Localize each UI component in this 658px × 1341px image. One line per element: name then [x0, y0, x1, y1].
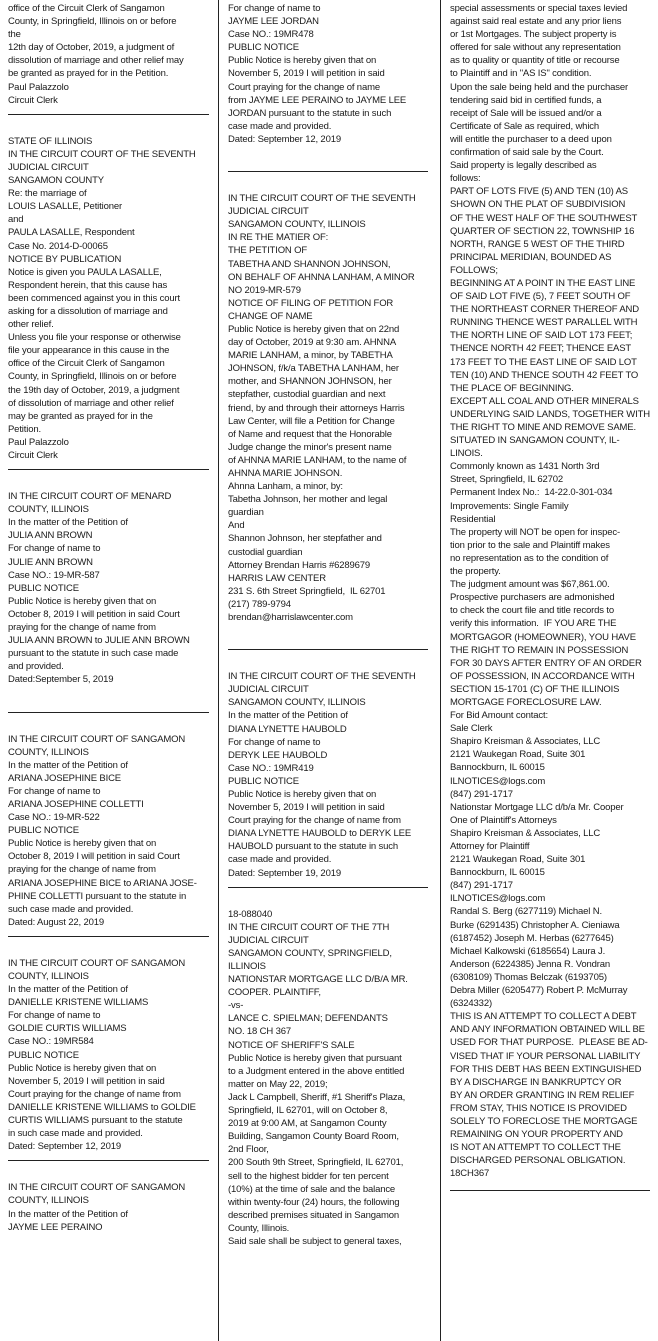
notice-line: Michael Kalkowski (6185654) Laura J. — [450, 945, 606, 957]
notice-line: AHNNA MARIE JOHNSON. — [228, 468, 343, 479]
notice-line: verify this information. IF YOU ARE THE — [450, 618, 617, 630]
notice-line: Dated: August 22, 2019 — [8, 916, 105, 928]
notice-line: Re: the marriage of — [8, 188, 87, 200]
notice-line: Circuit Clerk — [8, 450, 58, 461]
notice-line: Attorney Brendan Harris #6289679 — [228, 559, 371, 571]
notice-line: the 19th day of October, 2019, a judgment — [8, 384, 180, 396]
notice-line: SANGAMON COUNTY — [8, 175, 104, 187]
notice-line: NO. 18 CH 367 — [228, 1026, 291, 1038]
notice-line: DERYK LEE HAUBOLD — [228, 749, 328, 761]
notice-line: Case NO.: 19MR419 — [228, 762, 314, 774]
notice-line: of dissolution of marriage and other relief — [8, 397, 174, 409]
notice-line: County, Illinois. — [228, 1222, 290, 1234]
notice-line: Judge change the minor's present name — [228, 441, 392, 453]
notice-line: (847) 291-1717 — [450, 788, 513, 800]
notice-line: In the matter of the Petition of — [8, 517, 128, 529]
notice-line: Case No. 2014-D-00065 — [8, 240, 108, 252]
notice-line: USED FOR THAT PURPOSE. PLEASE BE AD- — [450, 1037, 648, 1049]
notice-divider — [8, 469, 209, 470]
notice-line: IN THE CIRCUIT COURT OF THE 7TH — [228, 921, 390, 933]
notice-line: IN THE CIRCUIT COURT OF THE SEVENTH — [228, 193, 416, 205]
notice-line: Attorney for Plaintiff — [450, 841, 530, 852]
notice-line: DIANA LYNETTE HAUBOLD — [228, 723, 347, 735]
notice-line: (847) 291-1717 — [450, 880, 513, 892]
notice-line: IS NOT AN ATTEMPT TO COLLECT THE — [450, 1142, 621, 1154]
notice-line: For change of name to — [8, 1010, 101, 1022]
notice-line: Bannockburn, IL 60015 — [450, 762, 545, 774]
notice-line: tion prior to the sale and Plaintiff makes — [450, 539, 610, 551]
notice-line: COUNTY, ILLINOIS — [8, 504, 89, 516]
notice-line: NOTICE BY PUBLICATION — [8, 253, 122, 265]
notice-line: JOHNSON, f/k/a TABETHA LANHAM, her — [228, 363, 399, 375]
notice-line: Paul Palazzolo — [8, 436, 69, 448]
notice-line: In the matter of the Petition of — [228, 710, 348, 722]
notice-line: Case NO.: 19-MR-587 — [8, 569, 100, 581]
notice-line: IN RE THE MATIER OF: — [228, 232, 329, 244]
notice-line: Commonly known as 1431 North 3rd — [450, 461, 600, 473]
notice-line: THIS IS AN ATTEMPT TO COLLECT A DEBT — [450, 1011, 637, 1023]
notice-line: praying for the change of name from — [8, 622, 156, 634]
notice-line: THE NORTH LINE OF SAID LOT 173 FEET; — [450, 330, 633, 342]
notice-line: Respondent herein, that this cause has — [8, 279, 168, 291]
notice-line: IN THE CIRCUIT COURT OF THE SEVENTH — [8, 148, 196, 160]
notice-line: SECTION 15-1701 (C) OF THE ILLINOIS — [450, 683, 620, 695]
notice-line: SANGAMON COUNTY, SPRINGFIELD, — [228, 947, 392, 959]
notice-line: Shapiro Kreisman & Associates, LLC — [450, 736, 601, 748]
notice-line: JAYME LEE PERAINO — [8, 1221, 103, 1233]
notice-line: follows: — [450, 173, 481, 185]
notice-line: the — [8, 29, 21, 41]
notice — [8, 2, 209, 107]
notice-line: Upon the sale being held and the purchaser — [450, 81, 629, 93]
notice-line: Permanent Index No.: 14-22.0-301-034 — [450, 487, 613, 499]
notice-line: Certificate of Sale as required, which — [450, 120, 600, 132]
notice — [8, 957, 209, 1153]
notice-line: Dated: September 12, 2019 — [8, 1141, 121, 1153]
notice-divider — [8, 712, 209, 713]
notice — [228, 670, 428, 880]
notice-line: Public Notice is hereby given that on — [8, 595, 157, 607]
notice-line: MARIE LANHAM, a minor, by TABETHA — [228, 350, 393, 362]
notice — [228, 908, 428, 1248]
notice-line: Shannon Johnson, her stepfather and — [228, 533, 382, 545]
notice-line: Public Notice is hereby given that on — [8, 838, 157, 850]
notice-line: be granted as prayed for in the Petition. — [8, 68, 169, 80]
notice-line: BY AN ORDER GRANTING IN REM RELIEF — [450, 1089, 635, 1101]
notice-line: October 8, 2019 I will petition in said Court — [8, 608, 180, 620]
notice-line: 173 FEET TO THE EAST LINE OF SAID LOT — [450, 356, 637, 368]
notice-line: to check the court file and title records to — [450, 605, 614, 617]
notice-line: FOR 30 DAYS AFTER ENTRY OF AN ORDER — [450, 657, 642, 669]
notice-line: JORDAN pursuant to the statute in such — [228, 107, 392, 119]
notice-line: EXCEPT ALL COAL AND OTHER MINERALS — [450, 395, 639, 407]
notice-line: In the matter of the Petition of — [8, 759, 128, 771]
notice-line: stepfather, custodial guardian and next — [228, 389, 386, 401]
notice-line: mother, and SHANNON JOHNSON, her — [228, 376, 392, 388]
notice-line: November 5, 2019 I will petition in said — [228, 68, 385, 80]
notice-line: 12th day of October, 2019, a judgment of — [8, 42, 175, 54]
notice-line: Circuit Clerk — [8, 94, 58, 106]
notice-line: And — [228, 520, 245, 532]
notice-line: DANIELLE KRISTENE WILLIAMS to GOLDIE — [8, 1101, 196, 1113]
notice-line: SOLELY TO FORECLOSE THE MORTGAGE — [450, 1115, 638, 1127]
notice-line: SHOWN ON THE PLAT OF SUBDIVISION — [450, 199, 626, 211]
notice-line: Public Notice is hereby given that on — [8, 1062, 157, 1074]
notice-line: TABETHA AND SHANNON JOHNSON, — [228, 258, 391, 270]
notice-line: IN THE CIRCUIT COURT OF SANGAMON — [8, 1182, 186, 1194]
notice-line: LOUIS LASALLE, Petitioner — [8, 201, 123, 213]
notice-line: GOLDIE CURTIS WILLIAMS — [8, 1023, 127, 1035]
notice-line: ARIANA JOSEPHINE BICE to ARIANA JOSE- — [8, 877, 197, 889]
notice-line: JULIA ANN BROWN to JULIE ANN BROWN — [8, 635, 190, 647]
notice-line: Bannockburn, IL 60015 — [450, 867, 545, 879]
notice-line: Ahnna Lanham, a minor, by: — [228, 481, 343, 493]
notice-line: THE PETITION OF — [228, 245, 308, 257]
notice-line: -vs- — [228, 1000, 244, 1012]
notice-line: 2121 Waukegan Road, Suite 301 — [450, 749, 586, 761]
notice-divider — [8, 114, 209, 115]
notice-line: 18CH367 — [450, 1168, 490, 1180]
notice-line: within twenty-four (24) hours, the following — [228, 1196, 400, 1208]
notice-line: 200 South 9th Street, Springfield, IL 62701, — [228, 1157, 404, 1169]
notice-line: of Name and request that the Honorable — [228, 428, 392, 440]
notice-line: to a Judgment entered in the above entitled — [228, 1065, 405, 1077]
notice-line: IN THE CIRCUIT COURT OF SANGAMON — [8, 733, 186, 745]
notice-line: 2121 Waukegan Road, Suite 301 — [450, 854, 586, 866]
notice-line: One of Plaintiff's Attorneys — [450, 814, 557, 826]
notice-line: PUBLIC NOTICE — [8, 1049, 79, 1061]
notice-line: (6187452) Joseph M. Herbas (6277645) — [450, 932, 614, 944]
notice-line: ARIANA JOSEPHINE BICE — [8, 772, 121, 784]
notice-line: brendan@harrislawcenter.com — [228, 612, 353, 624]
notice-line: FROM STAY, THIS NOTICE IS PROVIDED — [450, 1102, 627, 1114]
notice-line: IN THE CIRCUIT COURT OF SANGAMON — [8, 957, 186, 969]
notice-line: THENCE NORTH 42 FEET; THENCE EAST — [450, 343, 632, 355]
notice-line: confirmation of said sale by the Court. — [450, 147, 604, 159]
notice-line: PUBLIC NOTICE — [8, 825, 79, 837]
notice-line: PUBLIC NOTICE — [228, 42, 299, 54]
notice-line: Debra Miller (6205477) Robert P. McMurray — [450, 985, 628, 997]
notice-line: office of the Circuit Clerk of Sangamon — [8, 3, 165, 14]
notice-line: October 8, 2019 I will petition in said Court — [8, 851, 180, 863]
notice-line: custodial guardian — [228, 546, 303, 558]
notice-line: DIANA LYNETTE HAUBOLD to DERYK LEE — [228, 828, 412, 840]
notice — [8, 733, 209, 929]
notice-line: of AHNNA MARIE LANHAM, to the name of — [228, 454, 407, 466]
notice-line: (6324332) — [450, 998, 492, 1010]
notice-line: JAYME LEE JORDAN — [228, 16, 319, 28]
notice-line: THE RIGHT TO REMAIN IN POSSESSION — [450, 644, 629, 656]
notice-line: case made and provided. — [228, 854, 332, 866]
notice-line: Said property is legally described as — [450, 160, 597, 172]
notice-line: JULIE ANN BROWN — [8, 556, 93, 568]
notice-divider — [228, 649, 428, 650]
notice-line: Court praying for the change of name — [228, 81, 380, 93]
notice-line: RUNNING THENCE WEST PARALLEL WITH — [450, 317, 638, 329]
notice-line: day of October, 2019 at 9:30 am. AHNNA — [228, 337, 397, 349]
notice-line: County, in Springfield, Illinois on or before — [8, 16, 177, 28]
notice-line: Springfield, IL 62701, will on October 8, — [228, 1105, 388, 1117]
notice-line: Sale Clerk — [450, 723, 493, 735]
notice-line: other relief. — [8, 319, 54, 331]
column-3 — [450, 2, 650, 1199]
notice-line: 2019 at 9:00 AM, at Sangamon County — [228, 1118, 387, 1130]
notice-line: case made and provided. — [228, 120, 332, 132]
notice-line: CURTIS WILLIAMS pursuant to the statute — [8, 1115, 183, 1127]
notice-line: VISED THAT IF YOUR PERSONAL LIABILITY — [450, 1050, 641, 1062]
notice-line: THE RIGHT TO MINE AND REMOVE SAME. — [450, 422, 636, 433]
notice-line: Petition. — [8, 423, 41, 435]
column-1 — [8, 2, 209, 1234]
notice-line: NATIONSTAR MORTGAGE LLC D/B/A MR. — [228, 974, 408, 986]
notice-line: and provided. — [8, 661, 64, 673]
notice-line: (6308109) Thomas Belczak (6193705) — [450, 971, 607, 983]
notice-line: HARRIS LAW CENTER — [228, 572, 326, 584]
notice-line: Public Notice is hereby given that pursuant — [228, 1052, 402, 1064]
notice-line: JUDICIAL CIRCUIT — [228, 934, 309, 946]
notice-line: Anderson (6224385) Jenna R. Vondran — [450, 958, 611, 970]
notice — [8, 1181, 209, 1233]
notice-line: file your appearance in this cause in the — [8, 345, 170, 357]
notice-line: PRINCIPAL MERIDIAN, BOUNDED AS — [450, 251, 612, 263]
notice-line: BY A DISCHARGE IN BANKRUPTCY OR — [450, 1076, 622, 1088]
notice-line: ARIANA JOSEPHINE COLLETTI — [8, 798, 144, 810]
notice-line: Court praying for the change of name from — [228, 815, 401, 827]
notice-line: 231 S. 6th Street Springfield, IL 62701 — [228, 585, 386, 597]
notice-line: Burke (6291435) Christopher A. Cieniawa — [450, 919, 620, 931]
notice-line: THE NORTHEAST CORNER THEREOF AND — [450, 304, 639, 316]
notice-line: PHINE COLLETTI pursuant to the statute in — [8, 890, 187, 902]
notice — [8, 490, 209, 686]
notice-line: In the matter of the Petition of — [8, 1208, 128, 1220]
notice-line: FOR THIS DEBT HAS BEEN EXTINGUISHED — [450, 1063, 642, 1075]
notice-line: or 1st Mortgages. The subject property is — [450, 29, 617, 41]
notice-line: FOLLOWS; — [450, 264, 498, 276]
notice-line: Case NO.: 19-MR-522 — [8, 812, 100, 824]
notice-line: JUDICIAL CIRCUIT — [228, 684, 309, 696]
notice-line: November 5, 2019 I will petition in said — [228, 802, 385, 814]
notice — [8, 135, 209, 462]
notice-line: MORTGAGOR (HOMEOWNER), YOU HAVE — [450, 631, 636, 643]
notice-line: friend, by and through their attorneys Harris — [228, 402, 405, 414]
notice-line: sell to the highest bidder for ten percent — [228, 1170, 389, 1182]
notice-divider — [8, 936, 209, 937]
notice-line: Unless you file your response or otherwise — [8, 332, 181, 344]
notice-line: Case NO.: 19MR478 — [228, 29, 314, 41]
notice-line: OF SAID LOT FIVE (5), 7 FEET SOUTH OF — [450, 291, 631, 303]
notice-line: office of the Circuit Clerk of Sangamon — [8, 358, 165, 370]
notice-line: asking for a dissolution of marriage and — [8, 305, 168, 317]
notice-line: Street, Springfield, IL 62702 — [450, 474, 564, 486]
notice-line: QUARTER OF SECTION 22, TOWNSHIP 16 — [450, 225, 635, 237]
notice-line: from JAYME LEE PERAINO to JAYME LEE — [228, 94, 407, 106]
notice-line: For change of name to — [228, 736, 321, 748]
notice-line: Public Notice is hereby given that on 22nd — [228, 323, 400, 335]
notice-line: ILLINOIS — [228, 961, 266, 972]
notice-line: STATE OF ILLINOIS — [8, 135, 93, 147]
notice-line: SANGAMON COUNTY, ILLINOIS — [228, 697, 366, 709]
notice-line: Law Center, will file a Petition for Change — [228, 415, 395, 427]
notice-line: PART OF LOTS FIVE (5) AND TEN (10) AS — [450, 186, 628, 198]
notice-line: and — [8, 214, 24, 226]
notice-line: IN THE CIRCUIT COURT OF THE SEVENTH — [228, 671, 416, 683]
notice-line: matter on May 22, 2019; — [228, 1078, 328, 1090]
notice-divider — [228, 171, 428, 172]
notice-line: OF THE WEST HALF OF THE SOUTHWEST — [450, 212, 638, 224]
notice-line: Residential — [450, 513, 496, 525]
notice-line: UNDERLYING SAID LANDS, TOGETHER WITH — [450, 408, 650, 420]
notice-line: 18-088040 — [228, 908, 273, 920]
notice-line: tendering said bid in certified funds, a — [450, 94, 602, 106]
notice-line: Building, Sangamon County Board Room, — [228, 1131, 399, 1143]
notice-line: Improvements: Single Family — [450, 500, 569, 512]
notice — [228, 2, 428, 146]
notice-divider — [8, 1160, 209, 1161]
notice-line: against said real estate and any prior liens — [450, 16, 622, 28]
notice-line: In the matter of the Petition of — [8, 984, 128, 996]
notice-line: described premises situated in Sangamon — [228, 1209, 400, 1221]
notice-line: DISCHARGED PERSONAL OBLIGATION. — [450, 1155, 626, 1167]
notice-line: (10%) at the time of sale and the balance — [228, 1183, 396, 1195]
notice-line: ILNOTICES@logs.com — [450, 775, 546, 787]
notice-line: TEN (10) AND THENCE SOUTH 42 FEET TO — [450, 369, 639, 381]
notice-line: (217) 789-9794 — [228, 598, 291, 610]
notice-line: NOTICE OF FILING OF PETITION FOR — [228, 297, 394, 309]
notice-line: COUNTY, ILLINOIS — [8, 1195, 89, 1207]
notice-line: as to quality or quantity of title or recourse — [450, 55, 620, 67]
notice-line: REMAINING ON YOUR PROPERTY AND — [450, 1129, 623, 1141]
notice-line: Prospective purchasers are admonished — [450, 592, 615, 604]
notice-line: COUNTY, ILLINOIS — [8, 746, 89, 758]
notice-line: THE PLACE OF BEGINNING. — [450, 382, 574, 394]
notice-line: pursuant to the statute in such case made — [8, 648, 179, 660]
notice-line: Said sale shall be subject to general taxes, — [228, 1235, 402, 1247]
notice-line: 2nd Floor, — [228, 1144, 269, 1156]
notice-line: JUDICIAL CIRCUIT — [8, 161, 89, 173]
notice-line: Notice is given you PAULA LASALLE, — [8, 266, 162, 278]
notice-line: PUBLIC NOTICE — [228, 775, 299, 787]
notice-line: ON BEHALF OF AHNNA LANHAM, A MINOR — [228, 271, 415, 283]
notice-line: Court praying for the change of name from — [8, 1088, 181, 1100]
notice-line: dissolution of marriage and other relief may — [8, 55, 184, 67]
notice-line: COUNTY, ILLINOIS — [8, 971, 89, 982]
notice-line: County, in Springfield, Illinois on or before — [8, 371, 177, 383]
column-divider — [218, 0, 219, 1341]
notice-line: For change of name to — [228, 3, 321, 14]
notice-line: offered for sale without any representation — [450, 42, 621, 54]
notice-line: Case NO.: 19MR584 — [8, 1036, 94, 1048]
notice-line: NO 2019-MR-579 — [228, 284, 301, 296]
notice-line: Randal S. Berg (6277119) Michael N. — [450, 906, 602, 918]
notice — [228, 192, 428, 624]
notice-line: the property. — [450, 566, 501, 578]
notice-line: NORTH, RANGE 5 WEST OF THE THIRD — [450, 238, 625, 250]
notice-line: November 5, 2019 I will petition in said — [8, 1075, 165, 1087]
column-2 — [228, 2, 428, 1248]
notice-line: Paul Palazzolo — [8, 81, 69, 93]
notice-line: The property will NOT be open for inspec- — [450, 526, 621, 538]
notice-line: to Plaintiff and in "AS IS" condition. — [450, 68, 592, 80]
notice-line: may be granted as prayed for in the — [8, 410, 153, 422]
notice-line: SITUATED IN SANGAMON COUNTY, IL- — [450, 435, 620, 447]
notice-line: For change of name to — [8, 543, 101, 555]
notice-divider — [450, 1190, 650, 1191]
notice-line: The judgment amount was $67,861.00. — [450, 579, 610, 591]
notice-line: will entitle the purchaser to a deed upon — [450, 133, 612, 145]
notice-line: Public Notice is hereby given that on — [228, 55, 377, 67]
notice-line: guardian — [228, 507, 264, 519]
notice-divider — [228, 887, 428, 888]
notice-line: SANGAMON COUNTY, ILLINOIS — [228, 219, 366, 231]
notice-line: PUBLIC NOTICE — [8, 582, 79, 594]
notice-line: been commenced against you in this court — [8, 292, 180, 304]
notice-line: For Bid Amount contact: — [450, 710, 548, 722]
notice-line: in such case made and provided. — [8, 1128, 143, 1140]
notice-line: Tabetha Johnson, her mother and legal — [228, 494, 388, 506]
notice-line: HAUBOLD pursuant to the statute in such — [228, 841, 398, 853]
notice-line: Dated: September 19, 2019 — [228, 867, 341, 879]
notice-line: COOPER. PLAINTIFF, — [228, 987, 321, 999]
notice-line: LANCE C. SPIELMAN; DEFENDANTS — [228, 1013, 388, 1025]
notice-line: DANIELLE KRISTENE WILLIAMS — [8, 997, 149, 1009]
notice-line: praying for the change of name from — [8, 864, 156, 876]
notice-line: MORTGAGE FORECLOSURE LAW. — [450, 696, 602, 708]
notice-line: AND ANY INFORMATION OBTAINED WILL BE — [450, 1024, 645, 1036]
notice — [450, 2, 650, 1180]
notice-line: JUDICIAL CIRCUIT — [228, 206, 309, 218]
notice-line: Nationstar Mortgage LLC d/b/a Mr. Cooper — [450, 801, 624, 813]
notice-line: no representation as to the condition of — [450, 552, 609, 564]
column-divider — [440, 0, 441, 1341]
notice-line: JULIA ANN BROWN — [8, 530, 93, 542]
notice-line: Shapiro Kreisman & Associates, LLC — [450, 827, 601, 839]
notice-line: Dated:September 5, 2019 — [8, 674, 114, 686]
notice-line: For change of name to — [8, 785, 101, 797]
notice-line: special assessments or special taxes levied — [450, 3, 628, 14]
notice-line: receipt of Sale will be issued and/or a — [450, 107, 602, 119]
notice-line: LINOIS. — [450, 448, 483, 460]
notice-line: Dated: September 12, 2019 — [228, 133, 341, 145]
notice-line: ILNOTICES@logs.com — [450, 893, 546, 905]
notice-line: OF POSSESSION, IN ACCORDANCE WITH — [450, 670, 635, 682]
notice-line: IN THE CIRCUIT COURT OF MENARD — [8, 491, 172, 503]
notice-line: Public Notice is hereby given that on — [228, 788, 377, 800]
notice-line: BEGINNING AT A POINT IN THE EAST LINE — [450, 277, 636, 289]
notice-line: Jack L Campbell, Sheriff, #1 Sheriff's Plaza, — [228, 1091, 406, 1103]
notice-line: PAULA LASALLE, Respondent — [8, 227, 135, 239]
notice-line: NOTICE OF SHERIFF'S SALE — [228, 1039, 355, 1051]
notice-line: such case made and provided. — [8, 903, 134, 915]
notice-line: CHANGE OF NAME — [228, 310, 313, 322]
